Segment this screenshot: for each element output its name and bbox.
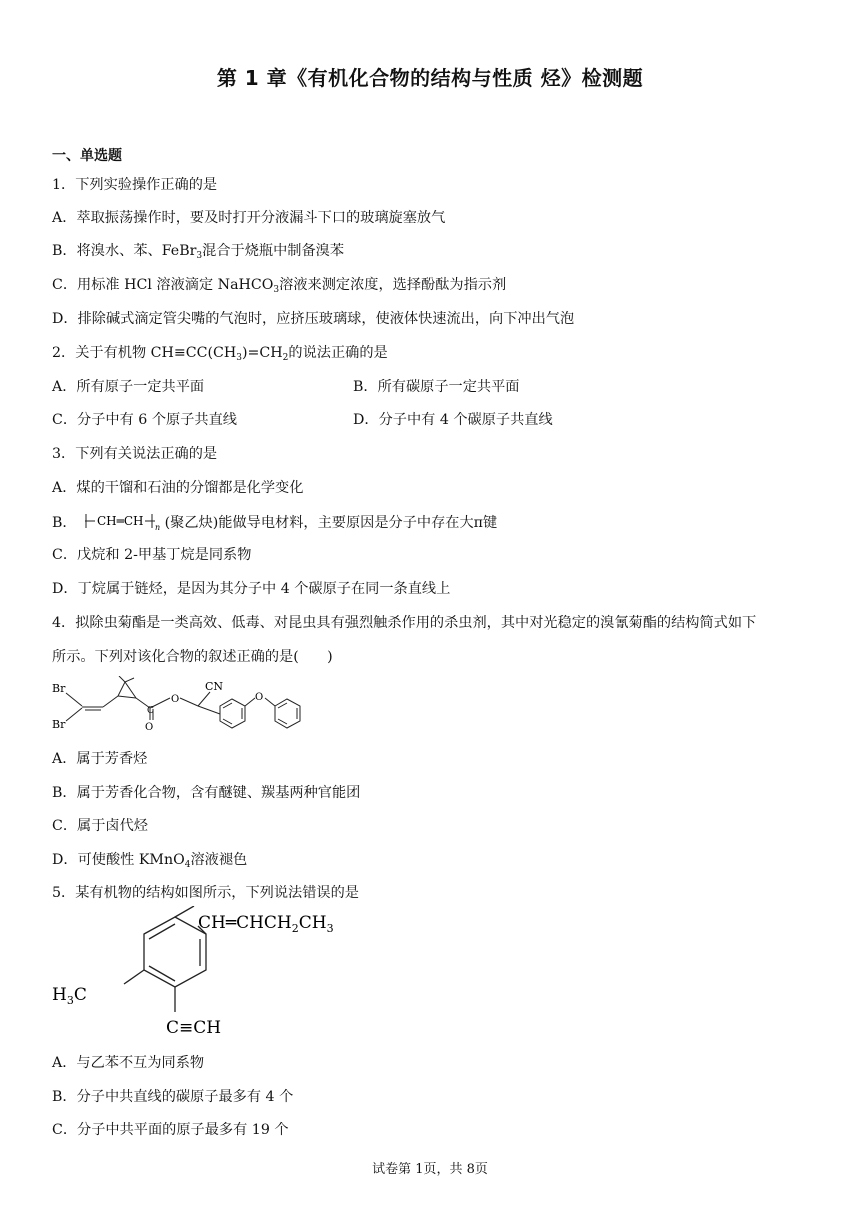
q5-stem: 5．某有机物的结构如图所示，下列说法错误的是 bbox=[52, 885, 359, 901]
q1-option-b: B．将溴水、苯、FeBr$_3$混合于烧瓶中制备溴苯 bbox=[52, 243, 345, 261]
struct-label-cn: CN bbox=[205, 680, 224, 693]
q5-substituent-methyl: $H_3C$ bbox=[52, 985, 87, 1007]
struct-label-c: C bbox=[147, 706, 154, 716]
q2-option-c: C．分子中有 6 个原子共直线 bbox=[52, 412, 237, 428]
struct-label-br-bottom: Br bbox=[52, 718, 66, 731]
struct-label-carbonyl-o: O bbox=[145, 722, 154, 733]
q5-option-c: C．分子中共平面的原子最多有 19 个 bbox=[52, 1122, 289, 1138]
page-footer: 试卷第 1页，共 8页 bbox=[372, 1162, 488, 1177]
q1-option-c: C．用标准 HCl 溶液滴定 NaHCO$_3$溶液来测定浓度，选择酚酞为指示剂 bbox=[52, 277, 507, 295]
q3-option-b: B． CH═CH n (聚乙炔)能做导电材料，主要原因是分子中存在大π键 bbox=[52, 510, 497, 532]
q5-structure bbox=[48, 906, 368, 1042]
q5-substituent-propenyl: $CH═CHCH_2CH_3$ bbox=[198, 913, 334, 935]
q4-option-d: D．可使酸性 KMnO$_4$溶液褪色 bbox=[52, 852, 248, 870]
q2-option-d: D．分子中有 4 个碳原子共直线 bbox=[353, 412, 553, 428]
q3-stem: 3．下列有关说法正确的是 bbox=[52, 446, 218, 462]
q1-option-a: A．萃取振荡操作时，要及时打开分液漏斗下口的玻璃旋塞放气 bbox=[52, 210, 446, 226]
polyacetylene-unit: CH═CH bbox=[96, 514, 144, 528]
q3-option-d: D．丁烷属于链烃，是因为其分子中 4 个碳原子在同一条直线上 bbox=[52, 581, 451, 597]
q4-option-c: C．属于卤代烃 bbox=[52, 818, 148, 834]
struct-label-ester-o: O bbox=[171, 694, 180, 705]
q5-substituent-ethynyl: C≡CH bbox=[166, 1018, 222, 1038]
q1-stem: 1．下列实验操作正确的是 bbox=[52, 177, 218, 193]
q2-stem: 2．关于有机物 $CH\equiv CC(CH_3)=CH_2$的说法正确的是 bbox=[52, 345, 388, 363]
q5-option-b: B．分子中共直线的碳原子最多有 4 个 bbox=[52, 1089, 294, 1105]
q4-option-b: B．属于芳香化合物，含有醚键、羰基两种官能团 bbox=[52, 785, 361, 801]
q3-option-a: A．煤的干馏和石油的分馏都是化学变化 bbox=[52, 480, 304, 496]
deltamethrin-structure bbox=[48, 676, 308, 744]
struct-label-br-top: Br bbox=[52, 682, 66, 695]
q2-option-a: A．所有原子一定共平面 bbox=[52, 379, 205, 395]
struct-label-ether-o: O bbox=[255, 692, 264, 703]
polyacetylene-formula bbox=[79, 510, 163, 532]
q5-option-a: A．与乙苯不互为同系物 bbox=[52, 1055, 205, 1071]
q4-option-a: A．属于芳香烃 bbox=[52, 751, 148, 767]
q1-option-d: D．排除碱式滴定管尖嘴的气泡时，应挤压玻璃球，使液体快速流出，向下冲出气泡 bbox=[52, 311, 575, 327]
q3-option-c: C．戊烷和 2-甲基丁烷是同系物 bbox=[52, 547, 252, 563]
polyacetylene-n: n bbox=[154, 523, 160, 532]
q4-stem-line2: 所示。下列对该化合物的叙述正确的是( ) bbox=[52, 649, 333, 665]
section-heading: 一、单选题 bbox=[52, 148, 122, 164]
q4-stem-line1: 4．拟除虫菊酯是一类高效、低毒、对昆虫具有强烈触杀作用的杀虫剂，其中对光稳定的溴氰菊酯的结构简式如下 bbox=[52, 615, 757, 631]
q2-option-b: B．所有碳原子一定共平面 bbox=[353, 379, 520, 395]
page-title: 第 1 章《有机化合物的结构与性质 烃》检测题 bbox=[216, 66, 644, 90]
